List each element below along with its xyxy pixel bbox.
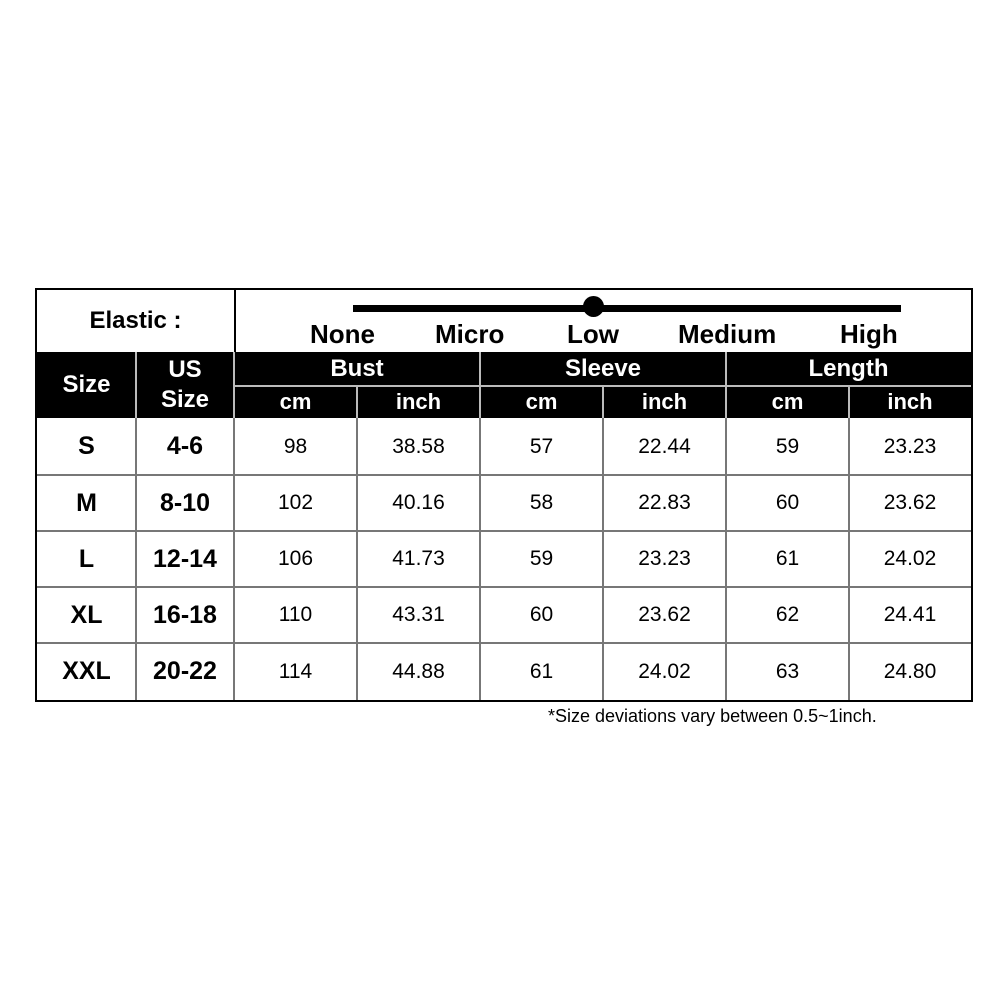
- measurement-cell: 24.02: [638, 659, 691, 683]
- header-length: Length: [726, 352, 971, 386]
- us-size-cell: 20-22: [153, 657, 217, 685]
- measurement-cell: 23.62: [638, 603, 691, 626]
- measurement-cell: 23.23: [883, 434, 937, 458]
- measurement-cell: 106: [277, 547, 314, 570]
- size-cell: XL: [70, 600, 103, 629]
- elastic-level-low: Low: [567, 319, 619, 349]
- column-divider: [356, 418, 358, 700]
- header-unit-cm: cm: [234, 386, 357, 418]
- measurement-cell: 61: [775, 547, 800, 570]
- column-divider: [233, 418, 235, 700]
- row-divider: [37, 530, 971, 532]
- measurement-cell: 62: [775, 603, 800, 626]
- header-bust: Bust: [234, 352, 480, 386]
- elastic-label: Elastic :: [89, 307, 182, 334]
- measurement-cell: 59: [775, 434, 800, 458]
- elastic-scale-bar: [353, 305, 901, 312]
- header-divider: [848, 386, 850, 418]
- column-divider: [479, 418, 481, 700]
- header-us-size: US Size: [136, 352, 234, 418]
- measurement-cell: 24.80: [883, 659, 937, 683]
- size-chart: [35, 288, 973, 702]
- us-size-cell: 8-10: [159, 488, 211, 517]
- measurement-cell: 114: [278, 659, 313, 683]
- header-unit-inch: inch: [603, 386, 726, 418]
- measurement-cell: 63: [775, 659, 800, 683]
- header-unit-cm: cm: [480, 386, 603, 418]
- measurement-cell: 59: [529, 547, 554, 570]
- header-unit-cm: cm: [726, 386, 849, 418]
- header-divider: [234, 385, 971, 387]
- elastic-scale-indicator: [583, 296, 604, 317]
- column-divider: [135, 418, 137, 700]
- us-size-cell: 12-14: [153, 544, 217, 573]
- measurement-cell: 22.44: [638, 434, 691, 458]
- measurement-cell: 58: [529, 491, 554, 514]
- size-cell: M: [76, 488, 97, 517]
- measurement-cell: 38.58: [392, 434, 445, 458]
- measurement-cell: 40.16: [392, 491, 445, 514]
- header-sleeve: Sleeve: [480, 352, 726, 386]
- measurement-cell: 22.83: [638, 491, 691, 514]
- column-divider: [725, 418, 727, 700]
- header-unit-inch: inch: [849, 386, 971, 418]
- divider: [234, 290, 236, 352]
- size-deviation-note: *Size deviations vary between 0.5~1inch.: [548, 706, 877, 726]
- size-cell: L: [78, 544, 95, 573]
- elastic-level-micro: Micro: [435, 319, 505, 349]
- elastic-level-none: None: [310, 319, 375, 349]
- size-cell: S: [78, 432, 95, 460]
- size-cell: XXL: [62, 657, 111, 685]
- measurement-cell: 57: [529, 434, 554, 458]
- header-divider: [602, 386, 604, 418]
- measurement-cell: 41.73: [392, 547, 445, 570]
- measurement-cell: 24.41: [883, 603, 937, 626]
- measurement-cell: 60: [529, 603, 554, 626]
- measurement-cell: 23.62: [883, 491, 937, 514]
- header-divider: [135, 352, 137, 418]
- measurement-cell: 102: [277, 491, 314, 514]
- measurement-cell: 61: [529, 659, 554, 683]
- measurement-cell: 44.88: [392, 659, 445, 683]
- elastic-level-medium: Medium: [678, 319, 777, 349]
- row-divider: [37, 642, 971, 644]
- measurement-cell: 60: [775, 491, 800, 514]
- row-divider: [37, 586, 971, 588]
- column-divider: [848, 418, 850, 700]
- measurement-cell: 23.23: [638, 547, 691, 570]
- header-divider: [356, 386, 358, 418]
- measurement-cell: 98: [283, 434, 308, 458]
- header-unit-inch: inch: [357, 386, 480, 418]
- header-size: Size: [37, 352, 136, 418]
- elastic-level-high: High: [840, 319, 898, 349]
- row-divider: [37, 474, 971, 476]
- us-size-cell: 4-6: [166, 432, 204, 460]
- measurement-cell: 110: [278, 603, 313, 626]
- measurement-cell: 43.31: [392, 603, 445, 626]
- measurement-cell: 24.02: [883, 547, 937, 570]
- column-divider: [602, 418, 604, 700]
- us-size-cell: 16-18: [153, 600, 217, 629]
